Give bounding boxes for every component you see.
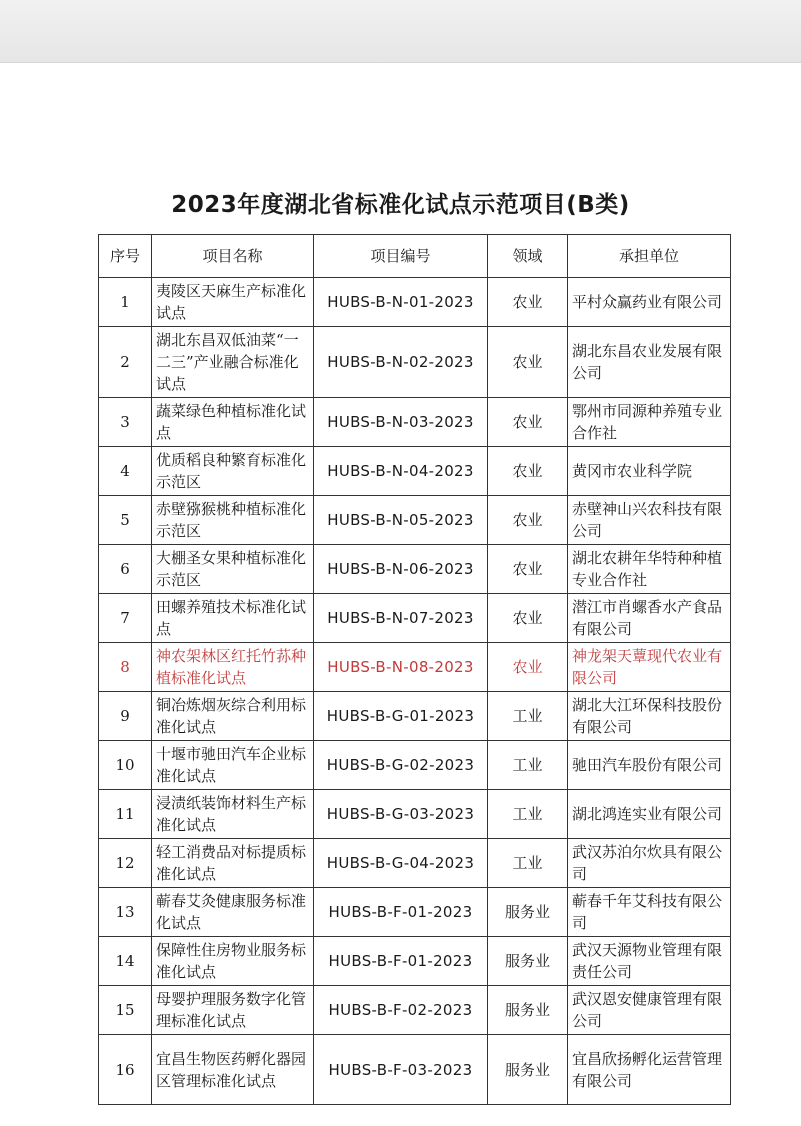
cell-no: 14 bbox=[99, 937, 152, 986]
cell-unit: 鄂州市同源种养殖专业合作社 bbox=[568, 398, 731, 447]
cell-code: HUBS-B-N-04-2023 bbox=[314, 447, 488, 496]
cell-unit: 湖北农耕年华特种种植专业合作社 bbox=[568, 545, 731, 594]
cell-name: 母婴护理服务数字化管理标准化试点 bbox=[152, 986, 314, 1035]
cell-name: 十堰市驰田汽车企业标准化试点 bbox=[152, 741, 314, 790]
table-row bbox=[99, 278, 731, 327]
cell-code: HUBS-B-G-03-2023 bbox=[314, 790, 488, 839]
cell-name: 浸渍纸装饰材料生产标准化试点 bbox=[152, 790, 314, 839]
cell-no: 8 bbox=[99, 643, 152, 692]
cell-name: 铜冶炼烟灰综合利用标准化试点 bbox=[152, 692, 314, 741]
cell-unit: 驰田汽车股份有限公司 bbox=[568, 741, 731, 790]
cell-code: HUBS-B-G-04-2023 bbox=[314, 839, 488, 888]
table-row bbox=[99, 594, 731, 643]
cell-field: 服务业 bbox=[488, 888, 568, 937]
top-bar bbox=[0, 0, 801, 63]
cell-unit: 黄冈市农业科学院 bbox=[568, 447, 731, 496]
table-row bbox=[99, 496, 731, 545]
cell-name: 保障性住房物业服务标准化试点 bbox=[152, 937, 314, 986]
table-row bbox=[99, 790, 731, 839]
table-row bbox=[99, 986, 731, 1035]
cell-no: 5 bbox=[99, 496, 152, 545]
cell-unit: 神龙架天蕈现代农业有限公司 bbox=[568, 643, 731, 692]
header-name: 项目名称 bbox=[152, 235, 314, 278]
cell-unit: 湖北鸿连实业有限公司 bbox=[568, 790, 731, 839]
cell-field: 农业 bbox=[488, 594, 568, 643]
table-row bbox=[99, 327, 731, 398]
cell-no: 9 bbox=[99, 692, 152, 741]
cell-code: HUBS-B-N-05-2023 bbox=[314, 496, 488, 545]
document-title: 2023年度湖北省标准化试点示范项目(B类) bbox=[171, 192, 630, 218]
cell-no: 11 bbox=[99, 790, 152, 839]
cell-code: HUBS-B-G-02-2023 bbox=[314, 741, 488, 790]
cell-name: 优质稻良种繁育标准化示范区 bbox=[152, 447, 314, 496]
table-row bbox=[99, 692, 731, 741]
cell-name: 湖北东昌双低油菜“一二三”产业融合标准化试点 bbox=[152, 327, 314, 398]
table-row bbox=[99, 398, 731, 447]
cell-no: 10 bbox=[99, 741, 152, 790]
cell-code: HUBS-B-F-03-2023 bbox=[314, 1035, 488, 1105]
cell-unit: 武汉天源物业管理有限责任公司 bbox=[568, 937, 731, 986]
cell-name: 神农架林区红托竹荪种植标准化试点 bbox=[152, 643, 314, 692]
cell-code: HUBS-B-N-08-2023 bbox=[314, 643, 488, 692]
cell-field: 农业 bbox=[488, 398, 568, 447]
cell-field: 工业 bbox=[488, 839, 568, 888]
header-field: 领域 bbox=[488, 235, 568, 278]
cell-unit: 赤壁神山兴农科技有限公司 bbox=[568, 496, 731, 545]
cell-code: HUBS-B-N-07-2023 bbox=[314, 594, 488, 643]
cell-field: 农业 bbox=[488, 496, 568, 545]
cell-no: 12 bbox=[99, 839, 152, 888]
cell-no: 1 bbox=[99, 278, 152, 327]
cell-no: 15 bbox=[99, 986, 152, 1035]
header-code: 项目编号 bbox=[314, 235, 488, 278]
header-no: 序号 bbox=[99, 235, 152, 278]
header-unit: 承担单位 bbox=[568, 235, 731, 278]
cell-code: HUBS-B-N-06-2023 bbox=[314, 545, 488, 594]
cell-name: 田螺养殖技术标准化试点 bbox=[152, 594, 314, 643]
cell-field: 农业 bbox=[488, 447, 568, 496]
table-row bbox=[99, 1035, 731, 1105]
cell-unit: 武汉苏泊尔炊具有限公司 bbox=[568, 839, 731, 888]
cell-field: 工业 bbox=[488, 741, 568, 790]
cell-name: 蔬菜绿色种植标准化试点 bbox=[152, 398, 314, 447]
cell-name: 赤壁猕猴桃种植标准化示范区 bbox=[152, 496, 314, 545]
cell-name: 夷陵区天麻生产标准化试点 bbox=[152, 278, 314, 327]
cell-name: 宜昌生物医药孵化器园区管理标准化试点 bbox=[152, 1035, 314, 1105]
table-row bbox=[99, 545, 731, 594]
cell-field: 农业 bbox=[488, 327, 568, 398]
cell-no: 6 bbox=[99, 545, 152, 594]
cell-no: 16 bbox=[99, 1035, 152, 1105]
cell-code: HUBS-B-G-01-2023 bbox=[314, 692, 488, 741]
table-row bbox=[99, 937, 731, 986]
table-row-highlighted bbox=[99, 643, 731, 692]
project-table bbox=[98, 234, 731, 1105]
cell-unit: 湖北大江环保科技股份有限公司 bbox=[568, 692, 731, 741]
cell-unit: 宜昌欣扬孵化运营管理有限公司 bbox=[568, 1035, 731, 1105]
cell-field: 工业 bbox=[488, 790, 568, 839]
cell-no: 4 bbox=[99, 447, 152, 496]
cell-no: 7 bbox=[99, 594, 152, 643]
cell-code: HUBS-B-F-01-2023 bbox=[314, 937, 488, 986]
cell-name: 轻工消费品对标提质标准化试点 bbox=[152, 839, 314, 888]
table-row bbox=[99, 447, 731, 496]
table-header-row bbox=[99, 235, 731, 278]
cell-code: HUBS-B-F-01-2023 bbox=[314, 888, 488, 937]
cell-field: 农业 bbox=[488, 545, 568, 594]
cell-no: 13 bbox=[99, 888, 152, 937]
cell-unit: 潜江市肖螺香水产食品有限公司 bbox=[568, 594, 731, 643]
cell-no: 3 bbox=[99, 398, 152, 447]
cell-code: HUBS-B-N-03-2023 bbox=[314, 398, 488, 447]
cell-unit: 蕲春千年艾科技有限公司 bbox=[568, 888, 731, 937]
cell-field: 服务业 bbox=[488, 1035, 568, 1105]
cell-code: HUBS-B-N-02-2023 bbox=[314, 327, 488, 398]
cell-code: HUBS-B-F-02-2023 bbox=[314, 986, 488, 1035]
cell-field: 工业 bbox=[488, 692, 568, 741]
cell-field: 农业 bbox=[488, 278, 568, 327]
cell-unit: 武汉恩安健康管理有限公司 bbox=[568, 986, 731, 1035]
table-row bbox=[99, 741, 731, 790]
cell-field: 服务业 bbox=[488, 937, 568, 986]
table-row bbox=[99, 888, 731, 937]
cell-code: HUBS-B-N-01-2023 bbox=[314, 278, 488, 327]
table-row bbox=[99, 839, 731, 888]
cell-no: 2 bbox=[99, 327, 152, 398]
cell-name: 大棚圣女果种植标准化示范区 bbox=[152, 545, 314, 594]
cell-unit: 湖北东昌农业发展有限公司 bbox=[568, 327, 731, 398]
cell-field: 服务业 bbox=[488, 986, 568, 1035]
cell-unit: 平村众赢药业有限公司 bbox=[568, 278, 731, 327]
cell-field: 农业 bbox=[488, 643, 568, 692]
cell-name: 蕲春艾灸健康服务标准化试点 bbox=[152, 888, 314, 937]
